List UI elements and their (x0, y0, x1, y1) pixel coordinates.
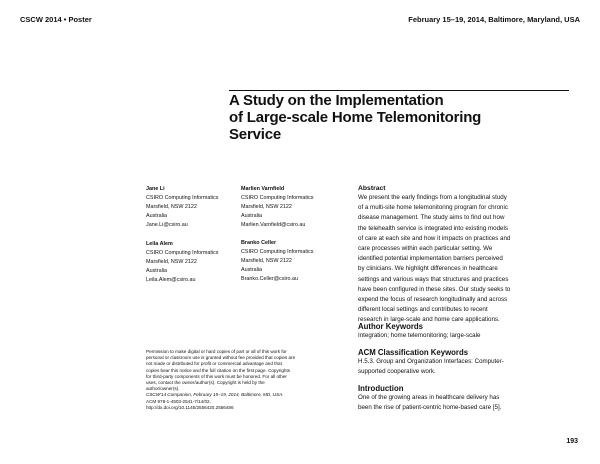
abstract-line: the telehealth service is integrated into existing models (358, 224, 508, 232)
author-org: CSIRO Computing Informatics (241, 195, 314, 201)
author-country: Australia (241, 267, 262, 273)
author-org: CSIRO Computing Informatics (146, 195, 219, 201)
author-block (146, 185, 219, 230)
conference-header: CSCW 2014 • Poster (20, 15, 92, 24)
author-keywords-text: Integration; home telemonitoring; large-scale (358, 332, 481, 339)
abstract-line: have been configured in these sites. Our study seeks to (358, 285, 511, 293)
abstract-body (358, 193, 582, 326)
abstract-section (358, 184, 582, 326)
author-org: CSIRO Computing Informatics (241, 249, 314, 255)
permission-line: personal or classroom use is granted without fee provided that copies are (146, 355, 296, 361)
author-address: Marsfield, NSW 2122 (146, 204, 197, 210)
permission-line: ACM 978-1-4503-2541-7/14/02. (146, 398, 211, 404)
abstract-line: research in large-scale and home care applications. (358, 316, 500, 324)
abstract-line: by clinicians. We highlight differences in healthcare (358, 265, 498, 273)
introduction-line: been the rise of patient-centric home-based care [5]. (358, 404, 502, 412)
author-email: Branko.Celler@csiro.au (241, 276, 299, 282)
author-address: Marsfield, NSW 2122 (241, 258, 292, 264)
introduction-section (358, 384, 582, 413)
abstract-heading: Abstract (358, 185, 386, 192)
author-block (241, 185, 314, 230)
author-country: Australia (146, 268, 167, 274)
abstract-line: care processes within each particular setting. We (358, 245, 493, 253)
permission-line: Permission to make digital or hard copies of part or all of this work for (146, 349, 287, 354)
author-address: Marsfield, NSW 2122 (241, 204, 292, 210)
title-rule (229, 90, 569, 91)
author-name: Leila Alem (146, 241, 173, 247)
introduction-line: One of the growing areas in healthcare delivery has (358, 394, 500, 401)
permission-line: not made or distributed for profit or commercial advantage and that (146, 361, 282, 367)
page-number: 193 (566, 438, 578, 445)
author-address: Marsfield, NSW 2122 (146, 259, 197, 265)
author-keywords-heading: Author Keywords (358, 322, 423, 331)
abstract-line: identified potential implementation barriers perceived (358, 255, 503, 263)
abstract-line: expend the focus of research longitudinally and across (358, 296, 508, 304)
acm-classification-line: supported cooperative work. (358, 368, 436, 376)
permission-notice (146, 349, 352, 411)
author-org: CSIRO Computing Informatics (146, 250, 219, 256)
abstract-line: of a multi-site home telemonitoring program for chronic (358, 204, 508, 212)
permission-line: author/owner(s). (146, 386, 180, 392)
abstract-line: different local settings and contributes to recent (358, 306, 488, 314)
author-country: Australia (146, 213, 167, 219)
permission-line: copies bear this notice and the full citation on the first page. Copyrights (146, 367, 291, 373)
author-name: Jane Li (146, 186, 165, 192)
author-name: Marlien Varnfield (241, 186, 285, 192)
abstract-line: disease management. The study aims to find out how (358, 214, 505, 222)
doi-link[interactable]: http://dx.doi.org/10.1145/2556420.2556486 (146, 404, 234, 410)
permission-line: for third-party components of this work must be honored. For all other (146, 373, 287, 379)
title-line: Service (229, 126, 281, 143)
author-email: Leila.Alem@csiro.au (146, 277, 196, 283)
abstract-line: We present the early findings from a longitudinal study (358, 194, 507, 201)
author-name: Branko Celler (241, 240, 277, 246)
introduction-heading: Introduction (358, 384, 404, 393)
paper-title (229, 92, 574, 143)
acm-classification-heading: ACM Classification Keywords (358, 348, 469, 357)
title-line: of Large-scale Home Telemonitoring (229, 109, 482, 126)
author-keywords-section (358, 322, 582, 341)
author-email: Jane.Li@csiro.au (146, 222, 188, 228)
acm-classification-line: H.5.3. Group and Organization Interfaces: Computer- (358, 358, 504, 365)
acm-classification-section (358, 348, 582, 377)
author-country: Australia (241, 213, 262, 219)
abstract-line: settings and various ways that structures and practices (358, 275, 509, 283)
date-location-header: February 15–19, 2014, Baltimore, Maryland, USA (408, 15, 580, 24)
permission-line: uses, contact the owner/author(s). Copyright is held by the (146, 380, 265, 386)
permission-line: CSCW'14 Companion, February 15–19, 2014, Baltimore, MD, USA. (146, 392, 284, 398)
author-block (241, 239, 314, 284)
author-email: Marlien.Varnfield@csiro.au (241, 222, 306, 228)
title-line: A Study on the Implementation (229, 92, 444, 109)
abstract-line: of care at each site and how it impacts on practices and (358, 234, 511, 242)
author-block (146, 240, 219, 285)
